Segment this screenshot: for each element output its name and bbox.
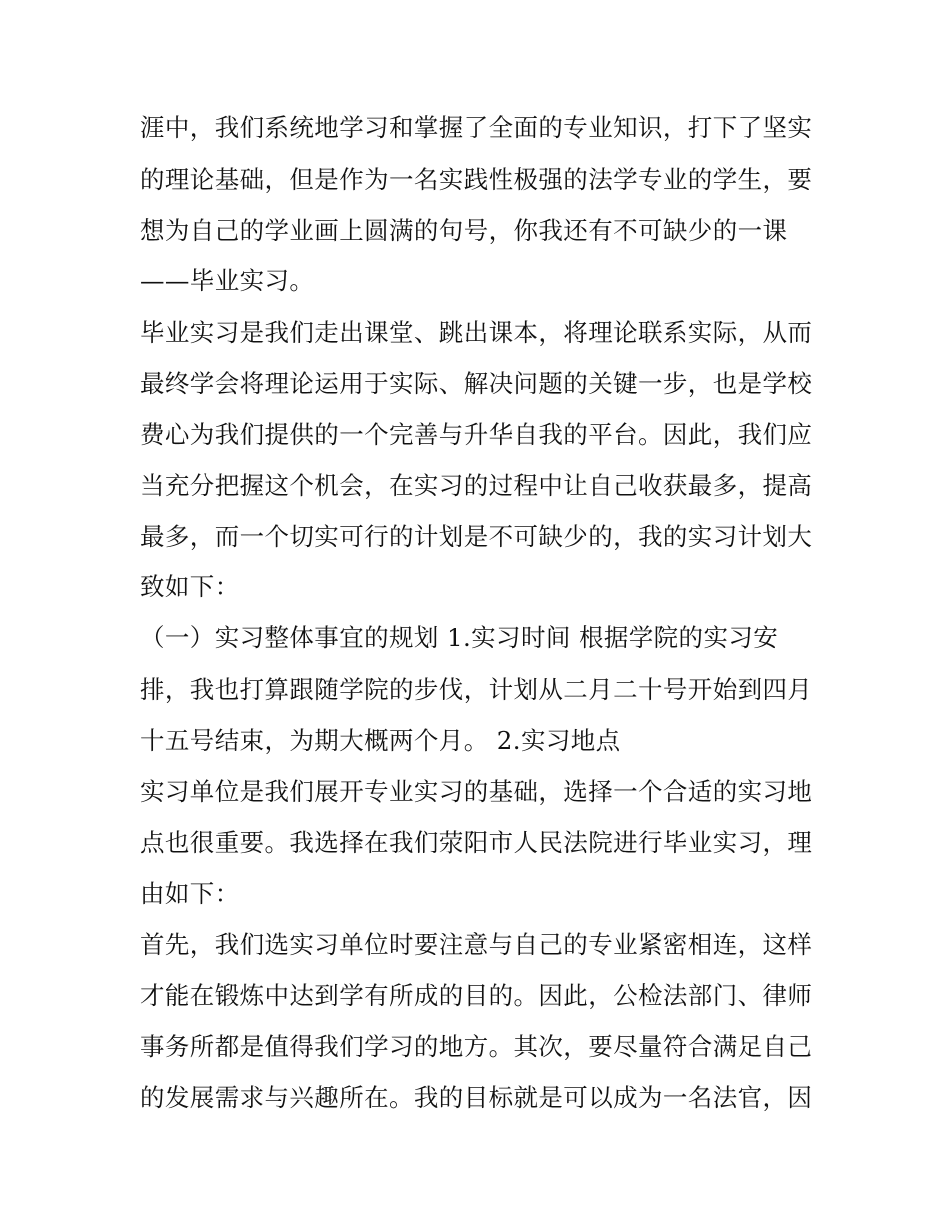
text-line: 排，我也打算跟随学院的步伐，计划从二月二十号开始到四月 bbox=[140, 675, 813, 704]
text-line: 的理论基础，但是作为一名实践性极强的法学专业的学生，要 bbox=[140, 165, 813, 194]
text-line: 十五号结束，为期大概两个月。 2.实习地点 bbox=[140, 726, 621, 755]
text-line: 当充分把握这个机会，在实习的过程中让自己收获最多，提高 bbox=[140, 471, 813, 500]
text-line: 点也很重要。我选择在我们荥阳市人民法院进行毕业实习，理 bbox=[140, 828, 813, 857]
text-line: 事务所都是值得我们学习的地方。其次，要尽量符合满足自己 bbox=[140, 1032, 813, 1061]
text-line: 首先，我们选实习单位时要注意与自己的专业紧密相连，这样 bbox=[140, 930, 813, 959]
text-line: 最多，而一个切实可行的计划是不可缺少的，我的实习计划大 bbox=[140, 522, 813, 551]
text-line: 的发展需求与兴趣所在。我的目标就是可以成为一名法官，因 bbox=[140, 1083, 813, 1112]
text-line: 实习单位是我们展开专业实习的基础，选择一个合适的实习地 bbox=[140, 777, 813, 806]
text-line: 最终学会将理论运用于实际、解决问题的关键一步，也是学校 bbox=[140, 369, 813, 398]
text-line: 毕业实习是我们走出课堂、跳出课本，将理论联系实际，从而 bbox=[140, 318, 813, 347]
text-line: 想为自己的学业画上圆满的句号，你我还有不可缺少的一课 bbox=[140, 216, 788, 245]
text-line: 才能在锻炼中达到学有所成的目的。因此，公检法部门、律师 bbox=[140, 981, 813, 1010]
text-line: 由如下： bbox=[140, 879, 240, 908]
text-line: ——毕业实习。 bbox=[140, 266, 315, 295]
text-line: （一）实习整体事宜的规划 1.实习时间 根据学院的实习安 bbox=[140, 623, 779, 652]
text-line: 涯中，我们系统地学习和掌握了全面的专业知识，打下了坚实 bbox=[140, 113, 813, 142]
text-line: 致如下： bbox=[140, 572, 240, 601]
text-line: 费心为我们提供的一个完善与升华自我的平台。因此，我们应 bbox=[140, 420, 813, 449]
